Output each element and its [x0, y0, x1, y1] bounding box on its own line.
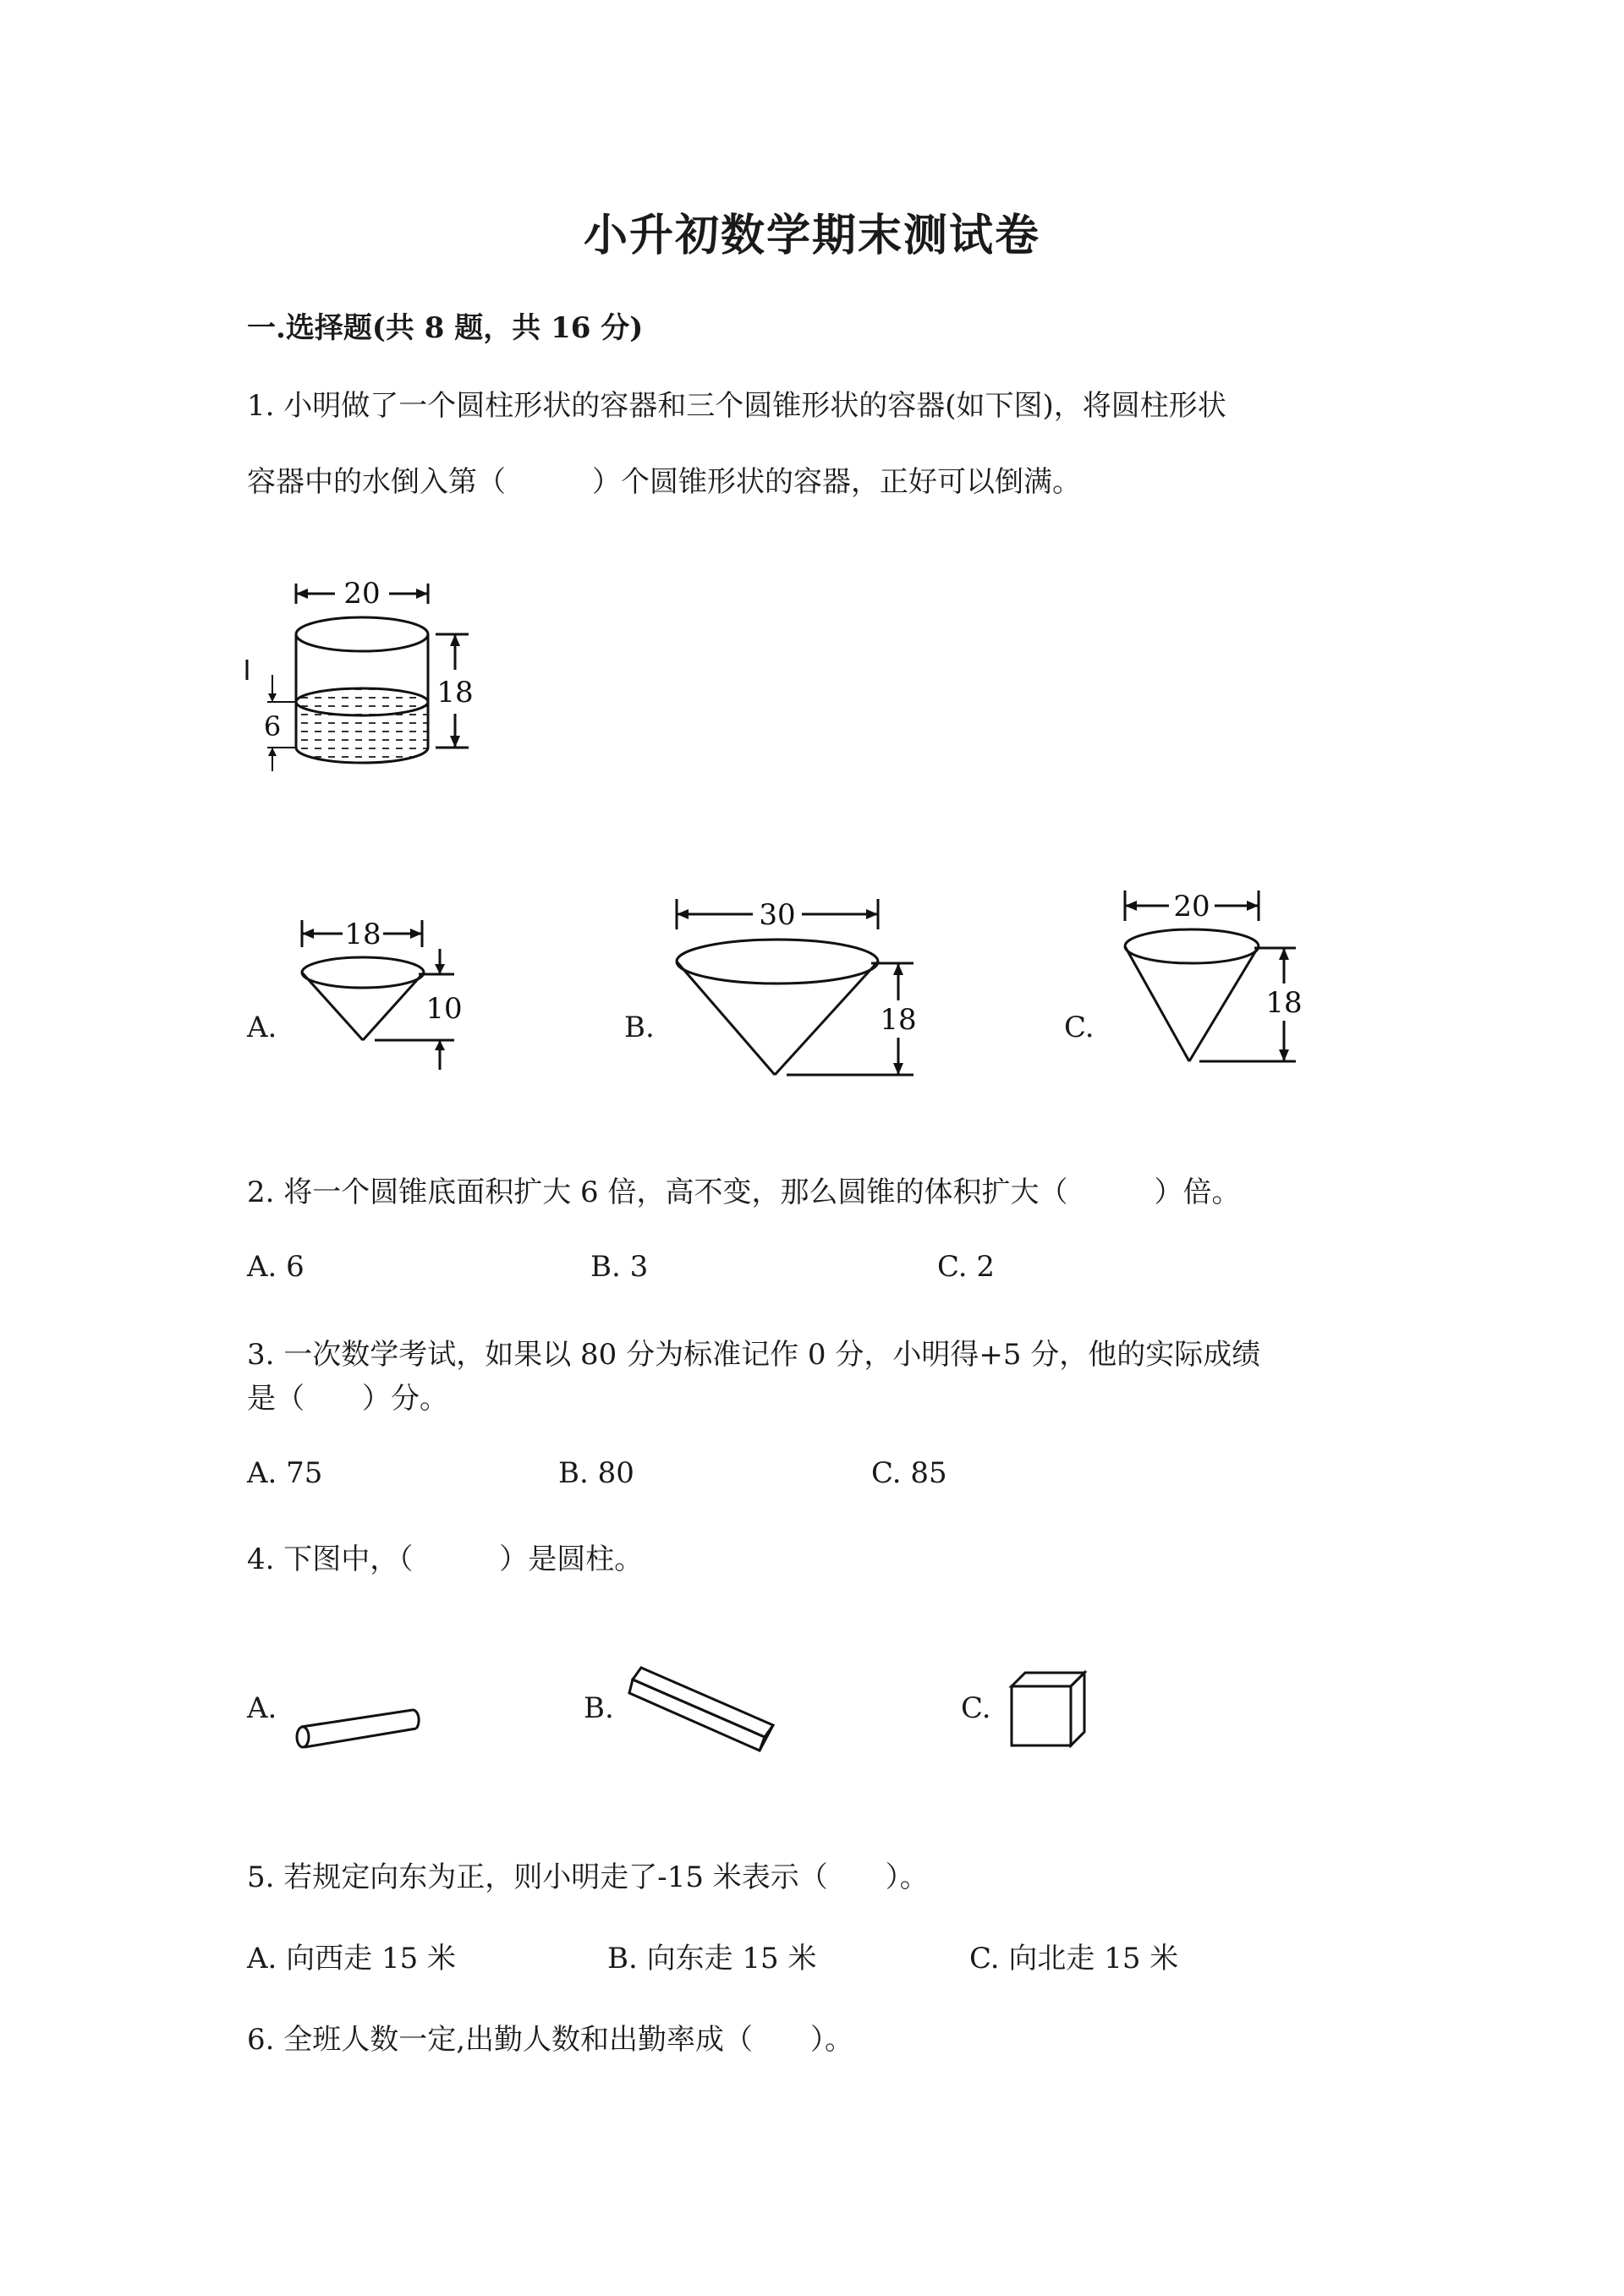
- section-heading: 一.选择题(共 8 题，共 16 分): [247, 311, 644, 345]
- q2-option-a[interactable]: A. 6: [247, 1250, 304, 1284]
- q3-option-a[interactable]: A. 75: [247, 1456, 323, 1490]
- question-6-text: 6. 全班人数一定,出勤人数和出勤率成（ ）。: [247, 2023, 854, 2057]
- cone-a-diameter-label: 18: [344, 918, 381, 951]
- cone-c-height-label: 18: [1265, 986, 1303, 1020]
- question-1-line-1: 1. 小明做了一个圆柱形状的容器和三个圆锥形状的容器(如下图)，将圆柱形状: [247, 389, 1226, 423]
- q1-option-c-label: C.: [1064, 1011, 1095, 1044]
- q4-option-b-label[interactable]: B.: [584, 1691, 614, 1725]
- cylinder-container-figure: [245, 575, 482, 778]
- q4-option-a-label[interactable]: A.: [247, 1691, 277, 1725]
- page-title: 小升初数学期末测试卷: [583, 210, 1040, 261]
- rod-cylinder-icon: [296, 1700, 431, 1759]
- q5-option-b[interactable]: B. 向东走 15 米: [607, 1942, 817, 1975]
- water-height-label: 6: [263, 710, 282, 743]
- cone-c-figure: [1115, 884, 1318, 1078]
- q2-option-b[interactable]: B. 3: [590, 1250, 649, 1284]
- question-3-line-2: 是（ ）分。: [247, 1382, 448, 1416]
- q3-option-c[interactable]: C. 85: [871, 1456, 947, 1490]
- cone-b-height-label: 18: [880, 1003, 917, 1037]
- question-5-text: 5. 若规定向东为正，则小明走了-15 米表示（ ）。: [247, 1860, 929, 1894]
- q3-option-b[interactable]: B. 80: [558, 1456, 634, 1490]
- cube-icon: [1007, 1668, 1091, 1752]
- q5-option-c[interactable]: C. 向北走 15 米: [969, 1942, 1179, 1975]
- cone-c-diameter-label: 20: [1173, 890, 1210, 923]
- q1-option-a-label: A.: [247, 1011, 277, 1044]
- q4-option-c-label[interactable]: C.: [961, 1691, 991, 1725]
- question-3-line-1: 3. 一次数学考试，如果以 80 分为标准记作 0 分，小明得+5 分，他的实际成绩: [247, 1338, 1261, 1372]
- cone-a-height-label: 10: [425, 992, 463, 1026]
- question-2-text: 2. 将一个圆锥底面积扩大 6 倍，高不变，那么圆锥的体积扩大（ ）倍。: [247, 1175, 1241, 1209]
- cylinder-diameter-label: 20: [343, 577, 381, 611]
- cylinder-height-label: 18: [436, 676, 474, 710]
- question-4-text: 4. 下图中，（ ）是圆柱。: [247, 1543, 644, 1576]
- question-1-line-2: 容器中的水倒入第（ ）个圆锥形状的容器，正好可以倒满。: [247, 465, 1081, 499]
- q2-option-c[interactable]: C. 2: [937, 1250, 996, 1284]
- cone-a-figure: [292, 913, 486, 1082]
- cone-b-figure: [668, 892, 930, 1087]
- q1-option-b-label: B.: [624, 1011, 655, 1044]
- triangular-prism-icon: [624, 1663, 785, 1756]
- cone-b-diameter-label: 30: [759, 898, 796, 932]
- q5-option-a[interactable]: A. 向西走 15 米: [247, 1942, 457, 1975]
